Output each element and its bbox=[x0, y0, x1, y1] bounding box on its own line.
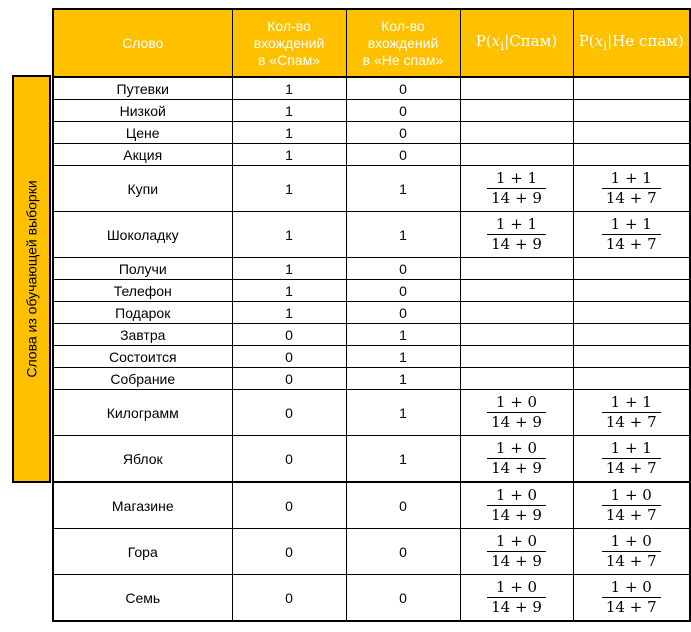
notspam-count-cell: 1 bbox=[346, 368, 460, 390]
notspam-count-cell: 1 bbox=[346, 166, 460, 212]
fraction-numerator: 1 + 0 bbox=[610, 532, 652, 550]
p-notspam-cell bbox=[573, 436, 690, 483]
fraction bbox=[602, 215, 661, 254]
p-spam-cell bbox=[460, 436, 573, 483]
p-spam-cell bbox=[460, 529, 573, 575]
p-spam-cell bbox=[460, 166, 573, 212]
p-notspam-cell bbox=[573, 575, 690, 622]
p-notspam-cell bbox=[573, 324, 690, 346]
spam-count-cell: 0 bbox=[232, 368, 346, 390]
header-spam-count: Кол-во вхождений в «Спам» bbox=[232, 9, 346, 77]
fraction-denominator: 14 + 9 bbox=[491, 235, 542, 253]
fraction-numerator: 1 + 0 bbox=[610, 578, 652, 596]
fraction-numerator: 1 + 0 bbox=[495, 486, 538, 504]
table-row bbox=[53, 324, 690, 346]
table-row bbox=[53, 77, 690, 100]
table-row bbox=[53, 346, 690, 368]
header-p-spam: $P(x_i|Спам)$ bbox=[460, 9, 573, 77]
notspam-count-cell: 1 bbox=[346, 390, 460, 436]
spam-count-cell: 0 bbox=[232, 529, 346, 575]
p-spam-cell bbox=[460, 390, 573, 436]
fraction bbox=[487, 393, 546, 432]
p-notspam-cell bbox=[573, 482, 690, 529]
spam-count-cell: 0 bbox=[232, 482, 346, 529]
table-row bbox=[53, 212, 690, 258]
p-notspam-cell bbox=[573, 529, 690, 575]
fraction-denominator: 14 + 7 bbox=[605, 552, 657, 570]
fraction bbox=[602, 439, 661, 478]
fraction bbox=[602, 169, 661, 208]
spam-count-cell: 1 bbox=[232, 100, 346, 122]
p-notspam-cell bbox=[573, 302, 690, 324]
header-p-notspam: $P(x_i|Не$ спам) bbox=[573, 9, 690, 77]
header-word: Слово bbox=[53, 9, 232, 77]
fraction-denominator: 14 + 7 bbox=[605, 235, 657, 253]
table-row bbox=[53, 122, 690, 144]
spam-count-cell: 0 bbox=[232, 346, 346, 368]
spam-count-cell: 1 bbox=[232, 212, 346, 258]
word-probability-table bbox=[52, 8, 691, 622]
spam-count-cell: 0 bbox=[232, 575, 346, 622]
p-spam-cell bbox=[460, 368, 573, 390]
spam-count-cell: 0 bbox=[232, 436, 346, 483]
word-cell: Путевки bbox=[53, 77, 232, 100]
word-cell: Собрание bbox=[53, 368, 232, 390]
p-spam-cell bbox=[460, 575, 573, 622]
table-row bbox=[53, 302, 690, 324]
fraction-numerator: 1 + 1 bbox=[610, 393, 652, 411]
header-notspam-count: Кол-во вхождений в «Не спам» bbox=[346, 9, 460, 77]
fraction-denominator: 14 + 7 bbox=[605, 598, 657, 616]
word-cell: Магазине bbox=[53, 482, 232, 529]
word-cell: Телефон bbox=[53, 280, 232, 302]
p-notspam-cell bbox=[573, 390, 690, 436]
table-row bbox=[53, 144, 690, 166]
notspam-count-cell: 0 bbox=[346, 258, 460, 280]
fraction-numerator: 1 + 0 bbox=[495, 532, 538, 550]
fraction-denominator: 14 + 7 bbox=[605, 189, 657, 207]
word-cell: Акция bbox=[53, 144, 232, 166]
word-cell: Подарок bbox=[53, 302, 232, 324]
spam-count-cell: 1 bbox=[232, 258, 346, 280]
fraction-numerator: 1 + 0 bbox=[495, 578, 538, 596]
notspam-count-cell: 0 bbox=[346, 302, 460, 324]
p-spam-cell bbox=[460, 122, 573, 144]
fraction-numerator: 1 + 0 bbox=[495, 439, 538, 457]
table-row bbox=[53, 482, 690, 529]
notspam-count-cell: 0 bbox=[346, 529, 460, 575]
notspam-count-cell: 0 bbox=[346, 482, 460, 529]
p-spam-cell bbox=[460, 100, 573, 122]
table-row bbox=[53, 258, 690, 280]
p-spam-cell bbox=[460, 212, 573, 258]
word-cell: Низкой bbox=[53, 100, 232, 122]
fraction-numerator: 1 + 1 bbox=[610, 215, 652, 233]
word-cell: Шоколадку bbox=[53, 212, 232, 258]
p-spam-cell bbox=[460, 258, 573, 280]
fraction-denominator: 14 + 9 bbox=[491, 189, 542, 207]
notspam-count-cell: 0 bbox=[346, 100, 460, 122]
p-spam-cell bbox=[460, 482, 573, 529]
notspam-count-cell: 0 bbox=[346, 280, 460, 302]
training-words-side-label bbox=[12, 75, 51, 483]
word-cell: Семь bbox=[53, 575, 232, 622]
fraction-denominator: 14 + 9 bbox=[491, 552, 542, 570]
fraction bbox=[487, 215, 546, 254]
p-notspam-cell bbox=[573, 122, 690, 144]
word-cell: Гора bbox=[53, 529, 232, 575]
p-spam-cell bbox=[460, 280, 573, 302]
fraction-denominator: 14 + 9 bbox=[491, 506, 542, 524]
fraction-denominator: 14 + 9 bbox=[491, 598, 542, 616]
table-row bbox=[53, 436, 690, 483]
fraction bbox=[487, 486, 546, 525]
fraction-numerator: 1 + 1 bbox=[495, 169, 538, 187]
spam-count-cell: 0 bbox=[232, 324, 346, 346]
header-row bbox=[53, 9, 690, 77]
notspam-count-cell: 1 bbox=[346, 212, 460, 258]
table-row bbox=[53, 368, 690, 390]
notspam-count-cell: 0 bbox=[346, 144, 460, 166]
fraction bbox=[487, 169, 546, 208]
table-row bbox=[53, 166, 690, 212]
fraction-denominator: 14 + 7 bbox=[605, 413, 657, 431]
fraction bbox=[602, 532, 661, 571]
fraction bbox=[487, 578, 546, 617]
table-row bbox=[53, 390, 690, 436]
spam-count-cell: 1 bbox=[232, 122, 346, 144]
p-spam-cell bbox=[460, 302, 573, 324]
fraction-numerator: 1 + 0 bbox=[495, 393, 538, 411]
p-notspam-cell bbox=[573, 346, 690, 368]
table-row bbox=[53, 529, 690, 575]
notspam-count-cell: 1 bbox=[346, 324, 460, 346]
fraction bbox=[487, 439, 546, 478]
table-row bbox=[53, 280, 690, 302]
spam-count-cell: 1 bbox=[232, 280, 346, 302]
p-notspam-cell bbox=[573, 258, 690, 280]
fraction bbox=[602, 578, 661, 617]
word-cell: Яблок bbox=[53, 436, 232, 483]
p-spam-cell bbox=[460, 77, 573, 100]
word-cell: Купи bbox=[53, 166, 232, 212]
fraction-numerator: 1 + 1 bbox=[495, 215, 538, 233]
notspam-count-cell: 1 bbox=[346, 346, 460, 368]
word-cell: Получи bbox=[53, 258, 232, 280]
notspam-count-cell: 0 bbox=[346, 575, 460, 622]
p-notspam-cell bbox=[573, 144, 690, 166]
notspam-count-cell: 0 bbox=[346, 77, 460, 100]
spam-count-cell: 0 bbox=[232, 390, 346, 436]
p-spam-cell bbox=[460, 324, 573, 346]
spam-count-cell: 1 bbox=[232, 77, 346, 100]
fraction bbox=[487, 532, 546, 571]
table-row bbox=[53, 575, 690, 622]
fraction-denominator: 14 + 7 bbox=[605, 459, 657, 477]
table-row bbox=[53, 100, 690, 122]
word-cell: Состоится bbox=[53, 346, 232, 368]
word-cell: Завтра bbox=[53, 324, 232, 346]
p-notspam-cell bbox=[573, 166, 690, 212]
fraction bbox=[602, 393, 661, 432]
p-notspam-cell bbox=[573, 280, 690, 302]
p-spam-cell bbox=[460, 144, 573, 166]
notspam-count-cell: 0 bbox=[346, 122, 460, 144]
notspam-count-cell: 1 bbox=[346, 436, 460, 483]
word-cell: Килограмм bbox=[53, 390, 232, 436]
side-label-text: Слова из обучающей выборки bbox=[23, 180, 40, 378]
fraction-numerator: 1 + 1 bbox=[610, 439, 652, 457]
fraction-denominator: 14 + 7 bbox=[605, 506, 657, 524]
fraction-numerator: 1 + 0 bbox=[610, 486, 652, 504]
fraction-numerator: 1 + 1 bbox=[610, 169, 652, 187]
fraction-denominator: 14 + 9 bbox=[491, 413, 542, 431]
spam-count-cell: 1 bbox=[232, 144, 346, 166]
p-notspam-cell bbox=[573, 100, 690, 122]
p-notspam-cell bbox=[573, 368, 690, 390]
p-notspam-cell bbox=[573, 77, 690, 100]
spam-count-cell: 1 bbox=[232, 302, 346, 324]
p-spam-cell bbox=[460, 346, 573, 368]
word-cell: Цене bbox=[53, 122, 232, 144]
fraction-denominator: 14 + 9 bbox=[491, 459, 542, 477]
p-notspam-cell bbox=[573, 212, 690, 258]
spam-count-cell: 1 bbox=[232, 166, 346, 212]
fraction bbox=[602, 486, 661, 525]
